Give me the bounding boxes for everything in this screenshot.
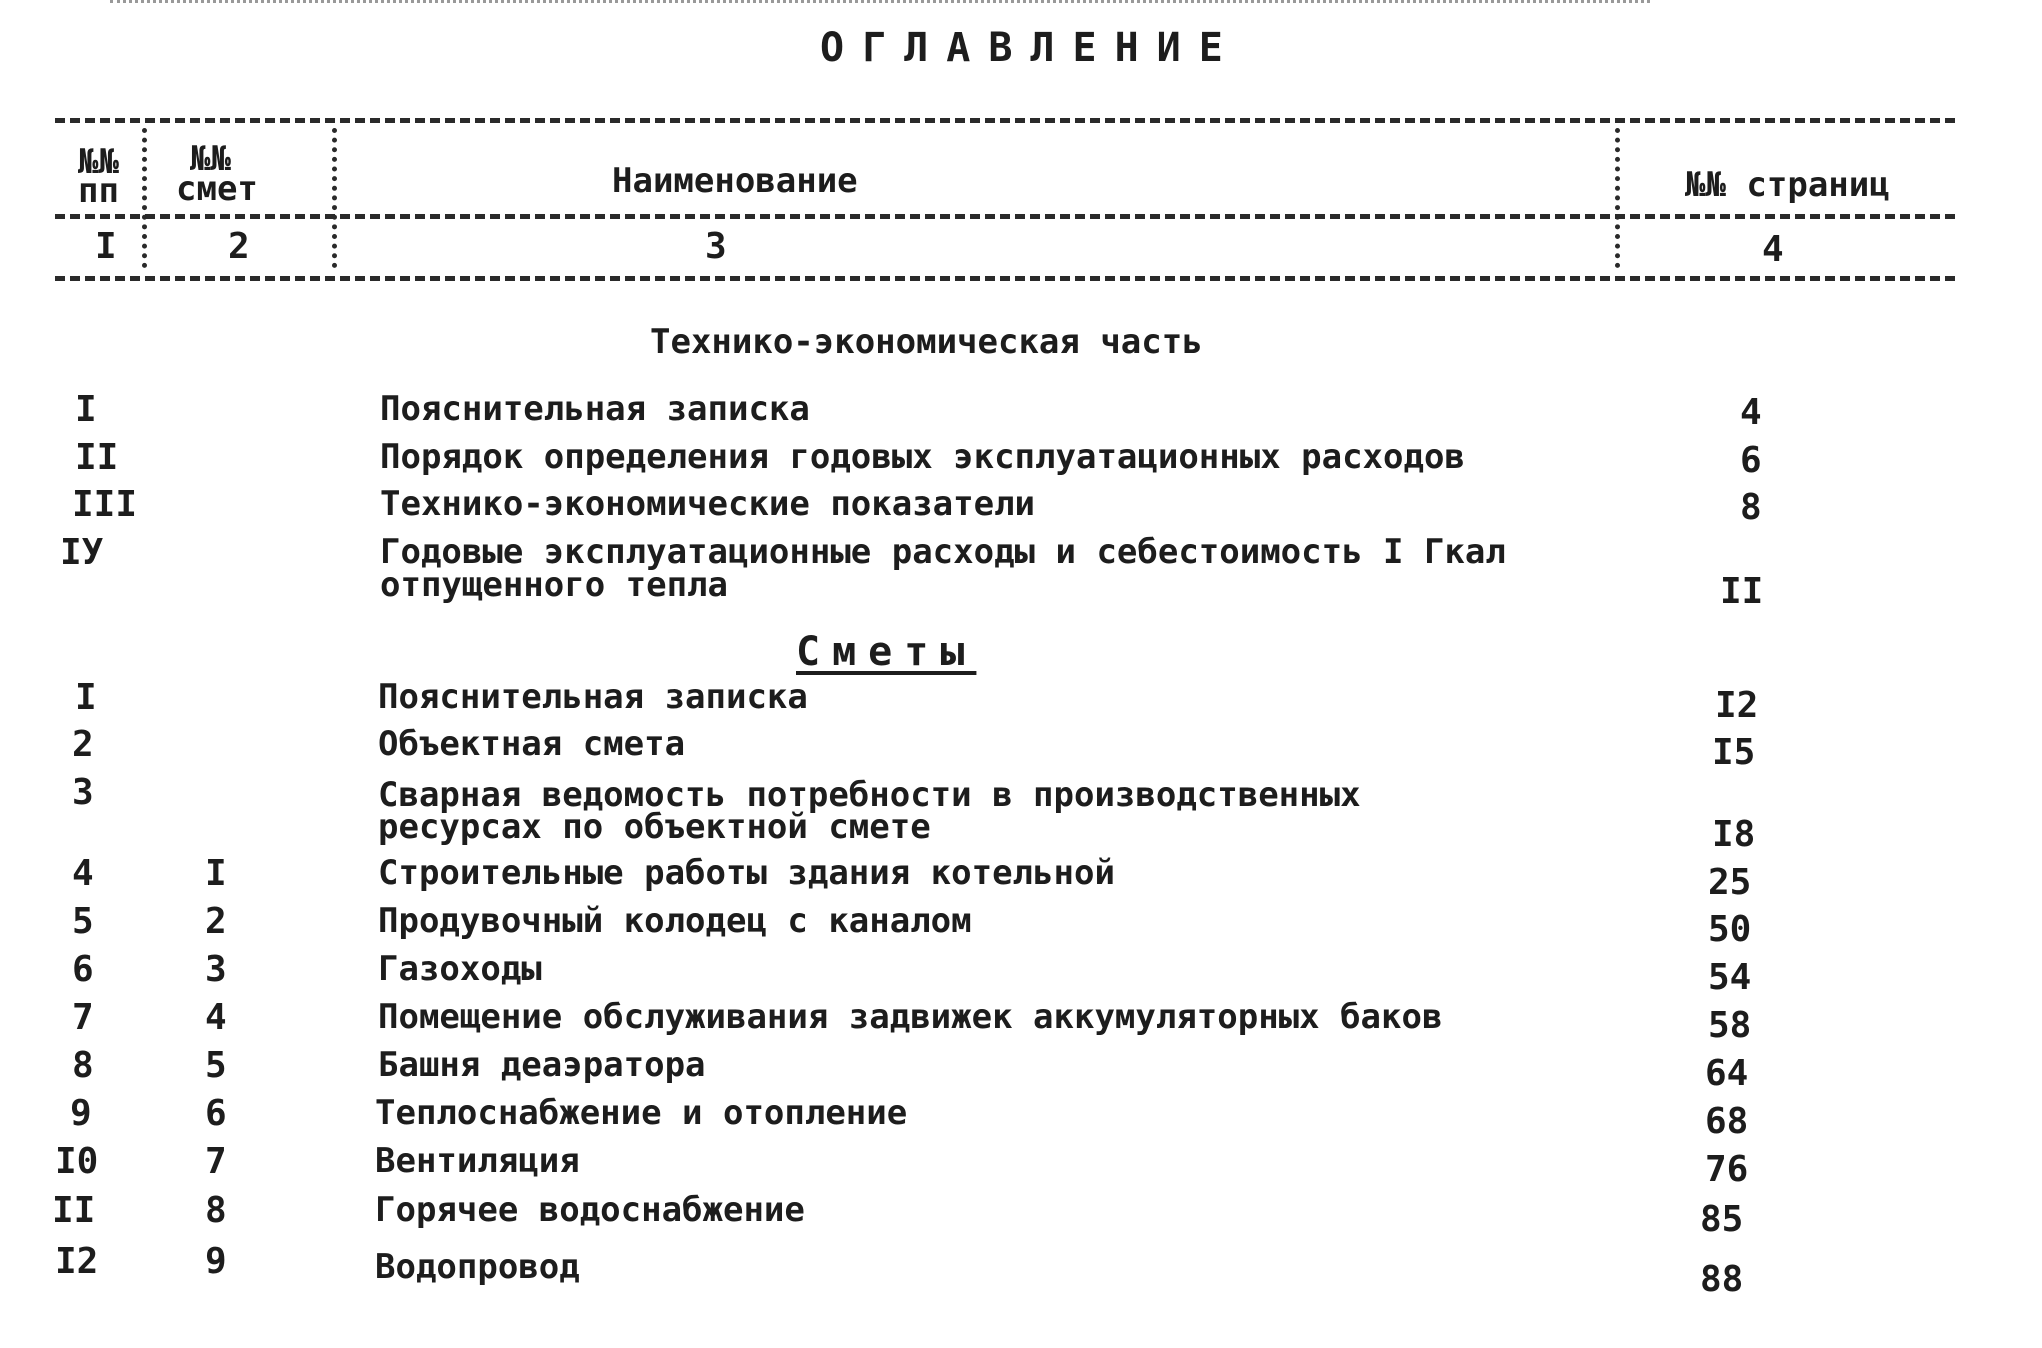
header-col4: №№ страниц — [1685, 165, 1890, 205]
row-number: I0 — [55, 1141, 99, 1182]
row-estimate-number: 4 — [205, 997, 227, 1038]
row-title-continued: ресурсах по объектной смете — [378, 807, 931, 847]
row-number: I2 — [55, 1241, 99, 1282]
row-number: II — [52, 1190, 96, 1231]
row-title: Пояснительная записка — [380, 389, 810, 429]
row-number: 5 — [72, 901, 94, 942]
row-page: I8 — [1712, 814, 1756, 855]
row-number: III — [72, 484, 138, 525]
row-estimate-number: 2 — [205, 901, 227, 942]
column-separator-3 — [1615, 128, 1620, 268]
row-title: Газоходы — [378, 949, 542, 989]
row-page: II — [1720, 571, 1764, 612]
header-col1-line2: пп — [78, 171, 119, 211]
row-title: Пояснительная записка — [378, 677, 808, 717]
row-number: IУ — [60, 532, 104, 573]
row-page: 4 — [1740, 392, 1762, 433]
row-title: Строительные работы здания котельной — [378, 853, 1115, 893]
row-title: Водопровод — [375, 1247, 580, 1287]
row-title: Технико-экономические показатели — [380, 484, 1036, 524]
header-number-4: 4 — [1762, 229, 1784, 270]
header-number-1: I — [95, 226, 117, 267]
row-number: 7 — [72, 997, 94, 1038]
row-number: 2 — [72, 724, 94, 765]
row-title-continued: отпущенного тепла — [380, 565, 728, 605]
header-col3: Наименование — [612, 161, 858, 201]
row-number: 8 — [72, 1045, 94, 1086]
row-title: Годовые эксплуатационные расходы и себестоимость I Гкал — [380, 532, 1506, 572]
row-page: 85 — [1700, 1199, 1744, 1240]
row-estimate-number: 8 — [205, 1190, 227, 1231]
row-page: 76 — [1705, 1149, 1749, 1190]
row-estimate-number: 5 — [205, 1045, 227, 1086]
header-rule-top — [55, 118, 1955, 123]
row-page: 25 — [1708, 862, 1752, 903]
row-page: 6 — [1740, 440, 1762, 481]
row-number: 9 — [70, 1093, 92, 1134]
row-estimate-number: 6 — [205, 1093, 227, 1134]
row-page: 54 — [1708, 957, 1752, 998]
header-col1-line1: №№ — [78, 142, 119, 182]
row-title: Вентиляция — [375, 1141, 580, 1181]
row-page: 8 — [1740, 487, 1762, 528]
row-title: Объектная смета — [378, 724, 686, 764]
section-title-estimates: Сметы — [796, 629, 977, 675]
row-title: Башня деаэратора — [378, 1045, 706, 1085]
row-title: Продувочный колодец с каналом — [378, 901, 972, 941]
column-separator-1 — [142, 128, 147, 268]
row-page: 64 — [1705, 1053, 1749, 1094]
top-edge-mark — [110, 0, 1650, 6]
row-page: I2 — [1715, 685, 1759, 726]
row-page: I5 — [1712, 732, 1756, 773]
page-title: ОГЛАВЛЕНИЕ — [820, 25, 1241, 71]
row-title: Помещение обслуживания задвижек аккумуляторных баков — [378, 997, 1443, 1037]
header-rule-bottom — [55, 276, 1955, 281]
row-number: I — [75, 389, 97, 430]
row-page: 88 — [1700, 1259, 1744, 1300]
row-page: 50 — [1708, 909, 1752, 950]
row-title: Горячее водоснабжение — [375, 1190, 805, 1230]
header-number-2: 2 — [228, 226, 250, 267]
row-estimate-number: 9 — [205, 1241, 227, 1282]
header-col2-line1: №№ — [190, 139, 231, 179]
row-title: Теплоснабжение и отопление — [375, 1093, 908, 1133]
row-number: 3 — [72, 772, 94, 813]
row-estimate-number: I — [205, 853, 227, 894]
header-number-3: 3 — [705, 226, 727, 267]
header-col2-line2: смет — [176, 169, 258, 209]
row-title: Порядок определения годовых эксплуатационных расходов — [380, 437, 1465, 477]
header-rule-middle — [55, 214, 1955, 219]
row-page: 68 — [1705, 1101, 1749, 1142]
row-number: 6 — [72, 949, 94, 990]
column-separator-2 — [332, 128, 337, 268]
row-number: I — [75, 677, 97, 718]
row-estimate-number: 3 — [205, 949, 227, 990]
row-number: 4 — [72, 853, 94, 894]
row-page: 58 — [1708, 1005, 1752, 1046]
row-number: II — [75, 437, 119, 478]
row-estimate-number: 7 — [205, 1141, 227, 1182]
section-title-technical: Технико-экономическая часть — [650, 322, 1203, 362]
row-title: Сварная ведомость потребности в производственных — [378, 775, 1361, 815]
